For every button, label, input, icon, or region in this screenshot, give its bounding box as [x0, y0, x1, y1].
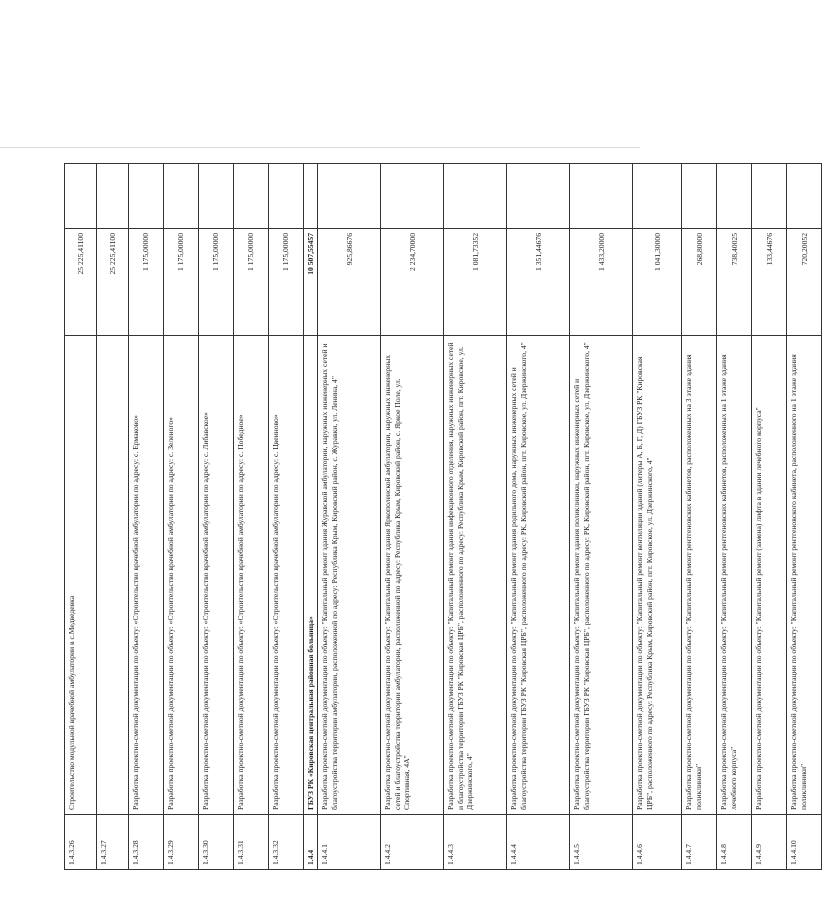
table-row — [507, 164, 570, 870]
row-description: Разработка проектно-сметной документации по объекту: "Капитальный ремонт здания родильного дома, наружных инженерных сетей и благоустройства территории ГБУЗ РК "Кировская ЦРБ", расположенного по адресу: РК, Кировский район, пгт. Кировское, ул. Дзержинского, 4" — [507, 336, 570, 815]
table-row — [199, 164, 234, 870]
empty-cell — [97, 164, 129, 229]
row-description: Разработка проектно-сметной документации по объекту: «Строительство врачебной амбулатории по адресу: с. Зеленого» — [164, 336, 199, 815]
empty-cell — [570, 164, 633, 229]
row-number: 1.4.3.32 — [269, 815, 304, 870]
row-number: 1.4.3.29 — [164, 815, 199, 870]
row-value: 268,80000 — [682, 229, 717, 336]
row-description: ГБУЗ РК «Кировская центральная районная больница» — [304, 336, 318, 815]
table-body — [65, 164, 822, 870]
row-description — [97, 336, 129, 815]
row-description: Разработка проектно-сметной документации по объекту: "Капитальный ремонт вентиляции зданий (литеры А, Б, Г, Д) ГБУЗ РК "Кировская ЦРБ", расположенного по адресу: Республика Крым, Кировский район, пгт. Кировское, ул. Дзержинского, 4" — [633, 336, 682, 815]
table-row — [269, 164, 304, 870]
table-row — [633, 164, 682, 870]
row-value: 133,44676 — [752, 229, 787, 336]
table-row — [129, 164, 164, 870]
table-row — [787, 164, 822, 870]
table-row — [570, 164, 633, 870]
row-number: 1.4.4.4 — [507, 815, 570, 870]
table-row — [752, 164, 787, 870]
row-number: 1.4.3.31 — [234, 815, 269, 870]
empty-cell — [682, 164, 717, 229]
budget-table — [64, 163, 822, 870]
row-description: Разработка проектно-сметной документации по объекту: "Капитальный ремонт здания Журавской амбулатории, наружных инженерных сетей и благоустройства территории амбулатории, расположенной по адресу: Республика Крым, Кировский район, с. Журавки, ул. Ленина, 4" — [318, 336, 381, 815]
row-description: Разработка проектно-сметной документации по объекту: «Строительство врачебной амбулатории по адресу: с. Ермаково» — [129, 336, 164, 815]
row-number: 1.4.4.1 — [318, 815, 381, 870]
empty-cell — [129, 164, 164, 229]
row-value: 738,40025 — [717, 229, 752, 336]
empty-cell — [717, 164, 752, 229]
row-description: Разработка проектно-сметной документации по объекту: "Капитальный ремонт рентгеновских кабинетов, расположенных на 3 этаже здания поликлиники" — [682, 336, 717, 815]
empty-cell — [269, 164, 304, 229]
table-row — [381, 164, 444, 870]
row-number: 1.4.4.2 — [381, 815, 444, 870]
table-row — [682, 164, 717, 870]
row-description: Разработка проектно-сметной документации по объекту: "Капитальный ремонт здания поликлиники, наружных инженерных сетей и благоустройства территории ГБУЗ РК "Кировская ЦРБ", расположенного по адресу: РК, Кировский район, пгт. Кировское, ул. Дзержинского, 4" — [570, 336, 633, 815]
row-value: 25 225,41100 — [97, 229, 129, 336]
row-number: 1.4.3.28 — [129, 815, 164, 870]
table-row — [164, 164, 199, 870]
table-row — [97, 164, 129, 870]
row-number: 1.4.3.30 — [199, 815, 234, 870]
row-description: Разработка проектно-сметной документации по объекту: "Капитальный ремонт здания инфекционного отделения, наружных инженерных сетей и благоустройства территории ГБУЗ РК "Кировская ЦРБ", расположенного по адресу: Республика Крым, Кировский район, пгт. Кировское, ул. Дзержинского, 4" — [444, 336, 507, 815]
row-number: 1.4.4.5 — [570, 815, 633, 870]
empty-cell — [234, 164, 269, 229]
row-description: Разработка проектно-сметной документации по объекту: «Строительство врачебной амбулатории по адресу: с. Победное» — [234, 336, 269, 815]
empty-cell — [381, 164, 444, 229]
table-row — [444, 164, 507, 870]
empty-cell — [199, 164, 234, 229]
empty-cell — [444, 164, 507, 229]
table-row — [234, 164, 269, 870]
empty-cell — [633, 164, 682, 229]
table-row — [318, 164, 381, 870]
empty-cell — [65, 164, 97, 229]
row-number: 1.4.4.8 — [717, 815, 752, 870]
row-number: 1.4.4.10 — [787, 815, 822, 870]
row-number: 1.4.4.9 — [752, 815, 787, 870]
row-value: 1 175,00000 — [234, 229, 269, 336]
table-row — [304, 164, 318, 870]
row-value: 1 175,00000 — [164, 229, 199, 336]
table-row — [717, 164, 752, 870]
row-value: 1 351,44676 — [507, 229, 570, 336]
empty-cell — [304, 164, 318, 229]
row-description: Разработка проектно-сметной документации по объекту: "Капитальный ремонт рентгеновских кабинетов, расположенных на 1 этаже здания лечебного корпуса" — [717, 336, 752, 815]
row-value: 720,20052 — [787, 229, 822, 336]
row-value: 1 175,00000 — [269, 229, 304, 336]
empty-cell — [752, 164, 787, 229]
row-description: Разработка проектно-сметной документации по объекту: "Капитальный ремонт рентгеновского кабинета, расположенного на 1 этаже здания поликлиники" — [787, 336, 822, 815]
row-number: 1.4.4.3 — [444, 815, 507, 870]
row-value: 1 175,00000 — [129, 229, 164, 336]
empty-cell — [318, 164, 381, 229]
row-description: Разработка проектно-сметной документации по объекту: «Строительство врачебной амбулатории по адресу: с. Цвеиново» — [269, 336, 304, 815]
row-value: 10 507,55457 — [304, 229, 318, 336]
row-number: 1.4.4.7 — [682, 815, 717, 870]
empty-cell — [787, 164, 822, 229]
row-description: Строительство модульной врачебной амбулатории в с.Медведевка — [65, 336, 97, 815]
row-value: 1 041,30000 — [633, 229, 682, 336]
row-value: 1 433,20000 — [570, 229, 633, 336]
table-row — [65, 164, 97, 870]
row-value: 1 175,00000 — [199, 229, 234, 336]
row-number: 1.4.3.27 — [97, 815, 129, 870]
row-number: 1.4.4.6 — [633, 815, 682, 870]
row-value: 1 081,73352 — [444, 229, 507, 336]
row-value: 2 234,70000 — [381, 229, 444, 336]
page-divider — [0, 147, 640, 148]
row-number: 1.4.3.26 — [65, 815, 97, 870]
empty-cell — [507, 164, 570, 229]
row-number: 1.4.4 — [304, 815, 318, 870]
row-description: Разработка проектно-сметной документации по объекту: «Строительство врачебной амбулатории по адресу: с. Либавское» — [199, 336, 234, 815]
row-description: Разработка проектно-сметной документации по объекту: "Капитальный ремонт здания Яркополенской амбулатории, наружных инженерных сетей и благоустройства территории амбулатории, расположенной по адресу: Республика Крым, Кировский район, с. Яркое Поле, ул. Спортивная, 4А" — [381, 336, 444, 815]
row-description: Разработка проектно-сметной документации по объекту: "Капитальный ремонт (замена) лифта в здании лечебного корпуса" — [752, 336, 787, 815]
empty-cell — [164, 164, 199, 229]
rotated-table-container — [64, 200, 809, 870]
row-value: 25 225,41100 — [65, 229, 97, 336]
row-value: 925,86676 — [318, 229, 381, 336]
